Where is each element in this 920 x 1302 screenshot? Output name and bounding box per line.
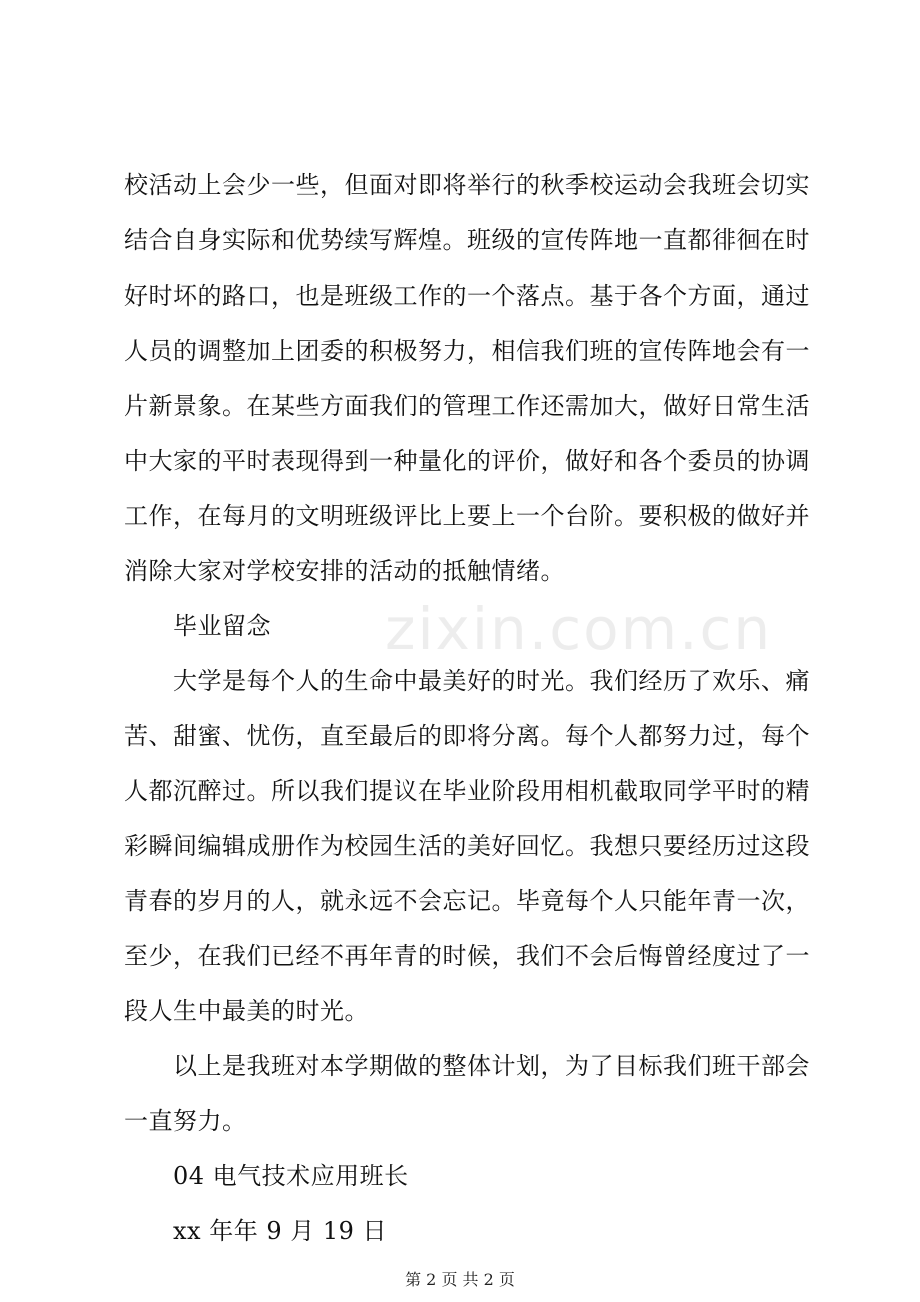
body-line: 人员的调整加上团委的积极努力，相信我们班的宣传阵地会有一 [124,337,810,365]
section-line: 大学是每个人的生命中最美好的时光。我们经历了欢乐、痛 [173,667,810,695]
body-line: 中大家的平时表现得到一种量化的评价，做好和各个委员的协调 [124,447,810,475]
section-heading: 毕业留念 [173,612,271,640]
section-line: 青春的岁月的人，就永远不会忘记。毕竟每个人只能年青一次， [124,887,810,915]
date: xx 年年 9 月 19 日 [173,1217,388,1245]
body-line: 好时坏的路口，也是班级工作的一个落点。基于各个方面，通过 [124,282,810,310]
body-line: 工作，在每月的文明班级评比上要上一个台阶。要积极的做好并 [124,502,810,530]
body-line: 消除大家对学校安排的活动的抵触情绪。 [124,557,565,585]
section-line: 段人生中最美的时光。 [124,997,369,1025]
section-line: 苦、甜蜜、忧伤，直至最后的即将分离。每个人都努力过，每个 [124,722,810,750]
body-line: 片新景象。在某些方面我们的管理工作还需加大，做好日常生活 [124,392,810,420]
signature: 04 电气技术应用班长 [173,1162,409,1190]
body-line: 结合自身实际和优势续写辉煌。班级的宣传阵地一直都徘徊在时 [124,226,810,254]
closing-line: 以上是我班对本学期做的整体计划，为了目标我们班干部会 [173,1052,810,1080]
closing-line: 一直努力。 [124,1107,247,1135]
page-footer: 第 2 页 共 2 页 [405,1270,515,1289]
section-line: 彩瞬间编辑成册作为校园生活的美好回忆。我想只要经历过这段 [124,832,810,860]
section-line: 人都沉醉过。所以我们提议在毕业阶段用相机截取同学平时的精 [124,777,810,805]
watermark: zixin.com.cn [385,595,773,663]
section-line: 至少，在我们已经不再年青的时候，我们不会后悔曾经度过了一 [124,942,810,970]
body-line: 校活动上会少一些，但面对即将举行的秋季校运动会我班会切实 [124,171,810,199]
